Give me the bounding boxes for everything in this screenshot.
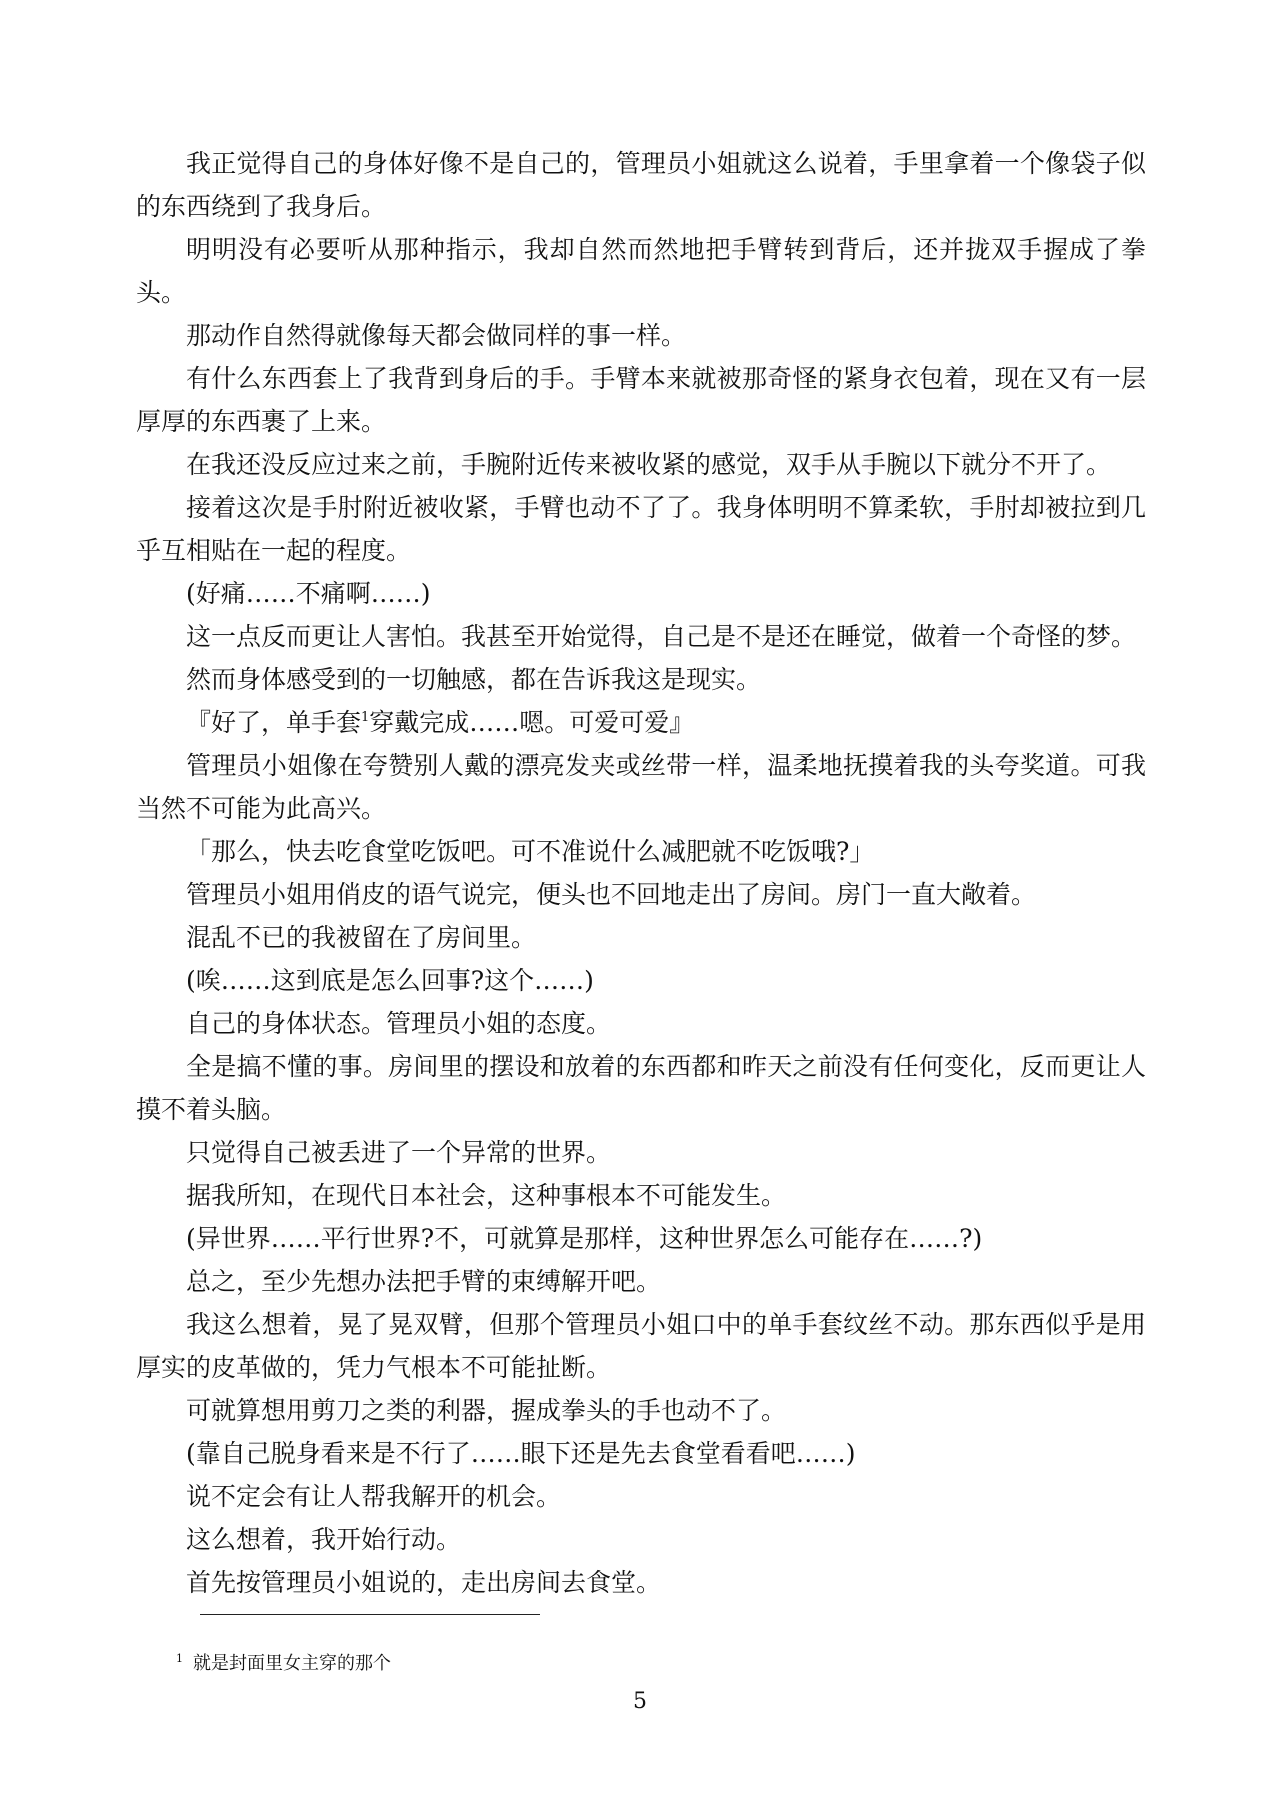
paragraph: 管理员小姐用俏皮的语气说完，便头也不回地走出了房间。房门一直大敞着。 xyxy=(186,880,1037,909)
paragraph: 总之，至少先想办法把手臂的束缚解开吧。 xyxy=(186,1267,662,1296)
paragraph: (异世界……平行世界?不，可就算是那样，这种世界怎么可能存在……?) xyxy=(186,1224,983,1253)
paragraph: 我正觉得自己的身体好像不是自己的，管理员小姐就这么说着，手里拿着一个像袋子似的东西绕到了我身后。 xyxy=(136,149,1146,221)
paragraph: 只觉得自己被丢进了一个异常的世界。 xyxy=(186,1138,612,1167)
paragraph: 自己的身体状态。管理员小姐的态度。 xyxy=(186,1009,612,1038)
paragraph: 「那么，快去吃食堂吃饭吧。可不准说什么减肥就不吃饭哦?」 xyxy=(186,837,875,866)
paragraph: 全是搞不懂的事。房间里的摆设和放着的东西都和昨天之前没有任何变化，反而更让人摸不着头脑。 xyxy=(136,1052,1146,1124)
page-number: 5 xyxy=(633,1689,647,1714)
paragraph: (好痛……不痛啊……) xyxy=(186,579,431,608)
paragraph: 混乱不已的我被留在了房间里。 xyxy=(186,923,537,952)
paragraph: (靠自己脱身看来是不行了……眼下还是先去食堂看看吧……) xyxy=(186,1439,856,1468)
paragraph: 据我所知，在现代日本社会，这种事根本不可能发生。 xyxy=(186,1181,787,1210)
footnote-divider xyxy=(200,1614,540,1615)
paragraph-head: 『好了，单手套 xyxy=(186,708,362,737)
footnote-mark: 1 xyxy=(176,1652,183,1665)
paragraph: 有什么东西套上了我背到身后的手。手臂本来就被那奇怪的紧身衣包着，现在又有一层厚厚的东西裹了上来。 xyxy=(136,364,1146,436)
paragraph: 管理员小姐像在夸赞别人戴的漂亮发夹或丝带一样，温柔地抚摸着我的头夸奖道。可我当然不可能为此高兴。 xyxy=(136,751,1146,823)
paragraph: 这一点反而更让人害怕。我甚至开始觉得，自己是不是还在睡觉，做着一个奇怪的梦。 xyxy=(186,622,1137,651)
paragraph: 接着这次是手肘附近被收紧，手臂也动不了了。我身体明明不算柔软，手肘却被拉到几乎互相贴在一起的程度。 xyxy=(136,493,1146,565)
paragraph: 可就算想用剪刀之类的利器，握成拳头的手也动不了。 xyxy=(186,1396,787,1425)
footnote xyxy=(176,1646,391,1677)
paragraph: 在我还没反应过来之前，手腕附近传来被收紧的感觉，双手从手腕以下就分不开了。 xyxy=(186,450,1112,479)
body-text xyxy=(136,142,1146,1604)
paragraph: (唉……这到底是怎么回事?这个……) xyxy=(186,966,594,995)
footnote-text: 就是封面里女主穿的那个 xyxy=(193,1653,391,1674)
paragraph: 这么想着，我开始行动。 xyxy=(186,1525,462,1554)
paragraph-with-footnote-ref xyxy=(136,701,1146,744)
paragraph: 那动作自然得就像每天都会做同样的事一样。 xyxy=(186,321,687,350)
paragraph: 说不定会有让人帮我解开的机会。 xyxy=(186,1482,562,1511)
paragraph: 然而身体感受到的一切触感，都在告诉我这是现实。 xyxy=(186,665,762,694)
paragraph: 明明没有必要听从那种指示，我却自然而然地把手臂转到背后，还并拢双手握成了拳头。 xyxy=(136,235,1146,307)
paragraph: 我这么想着，晃了晃双臂，但那个管理员小姐口中的单手套纹丝不动。那东西似乎是用厚实的皮革做的，凭力气根本不可能扯断。 xyxy=(136,1310,1146,1382)
paragraph: 首先按管理员小姐说的，走出房间去食堂。 xyxy=(186,1568,662,1597)
paragraph-tail: 穿戴完成……嗯。可爱可爱』 xyxy=(369,708,695,737)
footnote-reference: 1 xyxy=(361,710,370,725)
